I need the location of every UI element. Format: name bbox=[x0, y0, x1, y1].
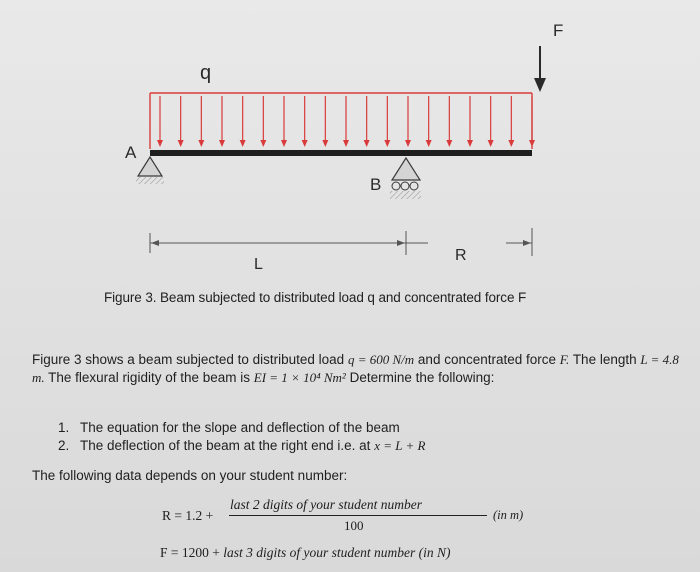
support-a-ground bbox=[136, 177, 164, 184]
force-label: F bbox=[553, 21, 564, 40]
load-arrow-head bbox=[219, 140, 225, 147]
support-a bbox=[125, 143, 164, 184]
load-arrow-head bbox=[508, 140, 514, 147]
load-arrow-head bbox=[302, 140, 308, 147]
list-item bbox=[58, 419, 425, 437]
rigidity-expression: EI = 1 × 10⁴ Nm² bbox=[253, 370, 346, 385]
formula-f-rest: last 3 digits of your student number (in N) bbox=[223, 545, 451, 560]
support-b-ground bbox=[390, 191, 421, 199]
load-label: q bbox=[200, 62, 212, 84]
load-arrow-head bbox=[178, 140, 184, 147]
task-number: 2. bbox=[58, 438, 70, 453]
formula-r-fraction-bar bbox=[229, 515, 487, 516]
formula-r-denominator: 100 bbox=[344, 518, 364, 533]
support-b-label: B bbox=[370, 175, 382, 194]
support-b bbox=[370, 158, 421, 199]
load-arrow-head bbox=[281, 140, 287, 147]
formula-r-lhs: R = 1.2 + bbox=[162, 508, 214, 523]
load-arrows bbox=[157, 96, 535, 147]
dimension-lines bbox=[150, 228, 532, 273]
task-expression: x = L + R bbox=[374, 438, 426, 453]
load-arrow-head bbox=[529, 140, 535, 147]
problem-statement bbox=[32, 351, 682, 387]
support-b-triangle bbox=[392, 158, 420, 180]
load-arrow-head bbox=[240, 140, 246, 147]
formula-r-unit: (in m) bbox=[493, 508, 524, 522]
support-b-roller bbox=[401, 182, 409, 190]
load-arrow-head bbox=[157, 140, 163, 147]
task-number: 1. bbox=[58, 420, 70, 435]
load-arrow-head bbox=[260, 140, 266, 147]
intro-text-3: The length bbox=[572, 352, 637, 367]
formula-f-lhs: F = 1200 + bbox=[160, 545, 220, 560]
dim-l-label: L bbox=[254, 256, 263, 273]
load-arrow-head bbox=[446, 140, 452, 147]
length-expression: L = 4.8 m. bbox=[32, 352, 679, 385]
support-b-roller bbox=[410, 182, 418, 190]
load-arrow-head bbox=[364, 140, 370, 147]
load-expression: q = 600 N/m bbox=[347, 352, 415, 367]
force-symbol: F. bbox=[559, 352, 570, 367]
load-arrow-head bbox=[426, 140, 432, 147]
load-arrow-head bbox=[343, 140, 349, 147]
support-b-roller bbox=[392, 182, 400, 190]
dim-r-label: R bbox=[455, 247, 467, 264]
dim-arrow-r-right bbox=[523, 240, 531, 246]
dim-arrow-l-right bbox=[397, 240, 405, 246]
intro-text-1: Figure 3 shows a beam subjected to distributed load bbox=[32, 352, 345, 367]
intro-text-5: Determine the following: bbox=[349, 370, 495, 385]
intro-text-4: The flexural rigidity of the beam is bbox=[48, 370, 250, 385]
load-arrow-head bbox=[198, 140, 204, 147]
load-arrow-head bbox=[467, 140, 473, 147]
task-list bbox=[58, 419, 425, 455]
beam bbox=[150, 150, 532, 156]
task-text: The deflection of the beam at the right end i.e. at bbox=[80, 438, 371, 453]
formula-r-numerator: last 2 digits of your student number bbox=[230, 497, 422, 512]
distributed-load bbox=[150, 93, 535, 149]
load-arrow-head bbox=[405, 140, 411, 147]
force-arrow-head bbox=[534, 78, 546, 92]
load-arrow-head bbox=[384, 140, 390, 147]
load-arrow-head bbox=[488, 140, 494, 147]
formula-f bbox=[160, 545, 451, 561]
support-a-label: A bbox=[125, 143, 137, 162]
figure-caption: Figure 3. Beam subjected to distributed load q and concentrated force F bbox=[104, 290, 527, 305]
load-arrow-head bbox=[322, 140, 328, 147]
intro-text-2: and concentrated force bbox=[417, 352, 557, 367]
concentrated-force bbox=[534, 21, 563, 92]
list-item bbox=[58, 437, 425, 455]
data-dependency-note: The following data depends on your student number: bbox=[32, 468, 348, 483]
support-a-triangle bbox=[138, 157, 162, 176]
dim-arrow-l-left bbox=[151, 240, 159, 246]
task-text: The equation for the slope and deflection of the beam bbox=[80, 420, 400, 435]
